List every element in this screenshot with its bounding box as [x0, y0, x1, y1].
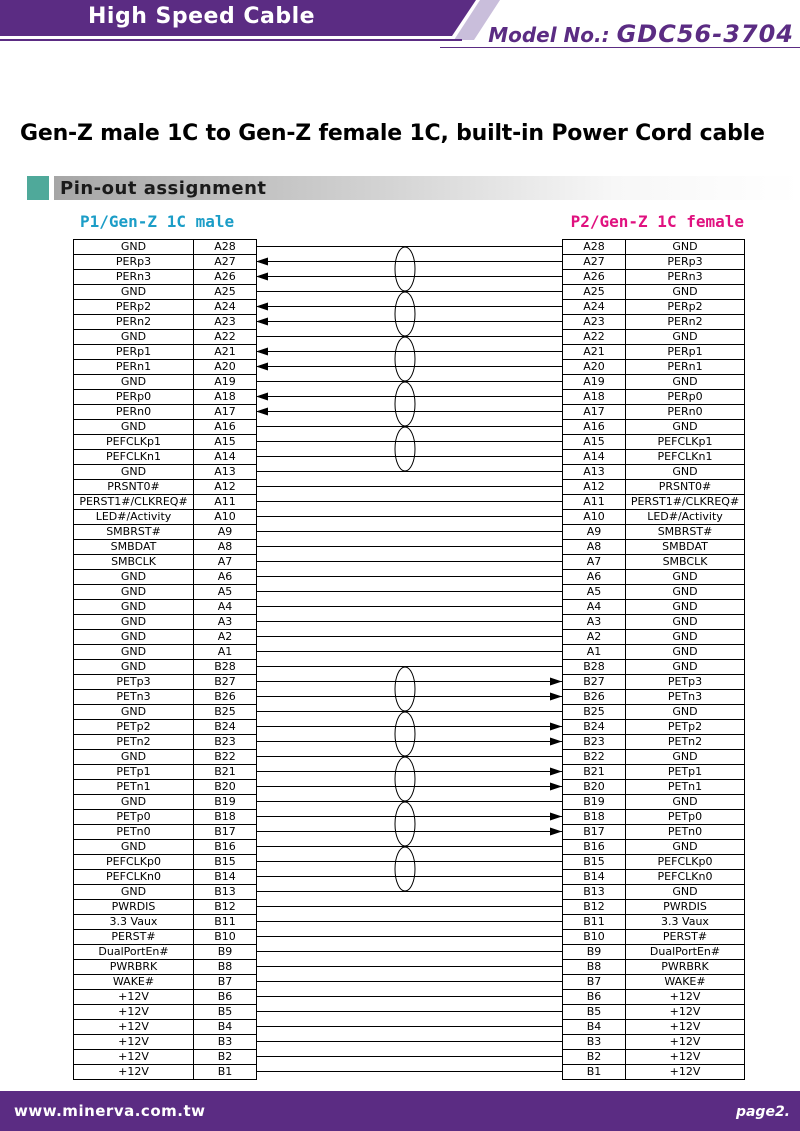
p1-signal-cell: PWRDIS [74, 900, 194, 915]
twisted-pair-marker [395, 337, 415, 381]
p1-pin-cell: A7 [194, 555, 257, 570]
footer-url: www.minerva.com.tw [14, 1102, 206, 1120]
p2-signal-cell: PETp3 [626, 675, 745, 690]
p1-signal-cell: PRSNT0# [74, 480, 194, 495]
p1-signal-cell: PETp1 [74, 765, 194, 780]
p2-pin-cell: A16 [563, 420, 626, 435]
twisted-pair-marker [395, 667, 415, 711]
page-title: Gen-Z male 1C to Gen-Z female 1C, built-in Power Cord cable [20, 121, 765, 146]
p2-signal-cell: GND [626, 660, 745, 675]
p1-pin-cell: B5 [194, 1005, 257, 1020]
p1-signal-cell: +12V [74, 1035, 194, 1050]
p2-pin-cell: A21 [563, 345, 626, 360]
p2-pin-cell: A26 [563, 270, 626, 285]
p1-pin-cell: A6 [194, 570, 257, 585]
p2-signal-cell: PEFCLKn1 [626, 450, 745, 465]
arrow-left-icon [256, 258, 268, 266]
p2-pin-cell: B14 [563, 870, 626, 885]
p1-pin-cell: A24 [194, 300, 257, 315]
p1-signal-cell: PERp3 [74, 255, 194, 270]
p2-pin-cell: B25 [563, 705, 626, 720]
p2-signal-cell: GND [626, 885, 745, 900]
twisted-pair-marker [395, 292, 415, 336]
p1-signal-cell: SMBCLK [74, 555, 194, 570]
arrow-right-icon [550, 693, 562, 701]
p1-pin-cell: B13 [194, 885, 257, 900]
p1-signal-cell: GND [74, 840, 194, 855]
p2-pin-cell: B10 [563, 930, 626, 945]
p1-signal-cell: GND [74, 285, 194, 300]
p2-signal-cell: +12V [626, 1065, 745, 1080]
twisted-pair-marker [395, 712, 415, 756]
p1-pin-cell: A20 [194, 360, 257, 375]
p2-signal-cell: SMBRST# [626, 525, 745, 540]
p1-pin-cell: B14 [194, 870, 257, 885]
p1-pin-cell: B3 [194, 1035, 257, 1050]
p2-pin-cell: A6 [563, 570, 626, 585]
p2-signal-cell: PERp2 [626, 300, 745, 315]
p1-pin-cell: B7 [194, 975, 257, 990]
p1-pin-cell: B1 [194, 1065, 257, 1080]
arrow-right-icon [550, 828, 562, 836]
arrow-left-icon [256, 408, 268, 416]
p2-pin-cell: A5 [563, 585, 626, 600]
arrow-right-icon [550, 768, 562, 776]
p1-signal-cell: PETn3 [74, 690, 194, 705]
p1-signal-cell: PEFCLKn0 [74, 870, 194, 885]
p1-pin-cell: B15 [194, 855, 257, 870]
section-heading: Pin-out assignment [60, 178, 267, 199]
p2-pin-cell: A2 [563, 630, 626, 645]
p2-pin-cell: A8 [563, 540, 626, 555]
p2-signal-cell: +12V [626, 1005, 745, 1020]
p2-signal-cell: +12V [626, 990, 745, 1005]
p1-signal-cell: PERp2 [74, 300, 194, 315]
p2-signal-cell: PERn3 [626, 270, 745, 285]
p1-pin-cell: A2 [194, 630, 257, 645]
p2-pin-cell: B19 [563, 795, 626, 810]
p2-pin-cell: B1 [563, 1065, 626, 1080]
p1-pin-cell: A25 [194, 285, 257, 300]
p2-pin-cell: A28 [563, 240, 626, 255]
p1-pin-cell: B26 [194, 690, 257, 705]
p1-signal-cell: +12V [74, 990, 194, 1005]
p1-signal-cell: PETp3 [74, 675, 194, 690]
p2-signal-cell: PERn0 [626, 405, 745, 420]
p1-signal-cell: LED#/Activity [74, 510, 194, 525]
p1-pin-cell: A19 [194, 375, 257, 390]
model-label: Model No.: [488, 23, 610, 47]
p2-signal-cell: PERp3 [626, 255, 745, 270]
p1-signal-cell: GND [74, 375, 194, 390]
p1-pin-cell: B22 [194, 750, 257, 765]
page-number: page2. [735, 1104, 790, 1120]
p1-signal-cell: PWRBRK [74, 960, 194, 975]
twisted-pair-marker [395, 247, 415, 291]
p1-pin-cell: B24 [194, 720, 257, 735]
p2-signal-cell: DualPortEn# [626, 945, 745, 960]
twisted-pair-marker [395, 847, 415, 891]
p2-signal-cell: GND [626, 630, 745, 645]
p2-pin-cell: A14 [563, 450, 626, 465]
p1-pin-cell: A11 [194, 495, 257, 510]
p1-signal-cell: GND [74, 600, 194, 615]
p2-signal-cell: +12V [626, 1035, 745, 1050]
p1-signal-cell: PERn1 [74, 360, 194, 375]
p2-signal-cell: SMBCLK [626, 555, 745, 570]
p1-signal-cell: DualPortEn# [74, 945, 194, 960]
p2-signal-cell: PRSNT0# [626, 480, 745, 495]
p1-signal-cell: PETn0 [74, 825, 194, 840]
p1-signal-cell: GND [74, 645, 194, 660]
p1-pin-cell: A10 [194, 510, 257, 525]
twisted-pair-marker [395, 427, 415, 471]
p2-signal-cell: +12V [626, 1020, 745, 1035]
p1-pin-cell: A18 [194, 390, 257, 405]
p1-pin-cell: A23 [194, 315, 257, 330]
p2-connector-label: P2/Gen-Z 1C female [570, 212, 744, 231]
p2-signal-cell: PEFCLKn0 [626, 870, 745, 885]
p1-signal-cell: PERn0 [74, 405, 194, 420]
model-number: GDC56-3704 [616, 20, 794, 48]
p2-signal-cell: GND [626, 750, 745, 765]
p2-signal-cell: SMBDAT [626, 540, 745, 555]
header-category: High Speed Cable [88, 4, 316, 29]
p1-pin-cell: A15 [194, 435, 257, 450]
p2-pin-cell: B15 [563, 855, 626, 870]
p2-pin-cell: A9 [563, 525, 626, 540]
p1-pin-cell: B25 [194, 705, 257, 720]
p2-pin-cell: A18 [563, 390, 626, 405]
p2-signal-cell: PEFCLKp0 [626, 855, 745, 870]
p1-pin-cell: A28 [194, 240, 257, 255]
p2-pin-cell: B26 [563, 690, 626, 705]
p2-signal-cell: GND [626, 570, 745, 585]
p2-pin-cell: B16 [563, 840, 626, 855]
p2-signal-cell: GND [626, 285, 745, 300]
p1-pin-cell: B4 [194, 1020, 257, 1035]
p2-signal-cell: GND [626, 705, 745, 720]
arrow-left-icon [256, 348, 268, 356]
p1-pin-cell: B19 [194, 795, 257, 810]
p2-pin-cell: B11 [563, 915, 626, 930]
twisted-pair-marker [395, 382, 415, 426]
p1-signal-cell: 3.3 Vaux [74, 915, 194, 930]
p2-signal-cell: GND [626, 420, 745, 435]
p2-signal-cell: GND [626, 375, 745, 390]
p2-pin-cell: B18 [563, 810, 626, 825]
p1-pin-cell: B6 [194, 990, 257, 1005]
p1-pin-cell: B18 [194, 810, 257, 825]
p1-pin-cell: A1 [194, 645, 257, 660]
p2-pin-cell: A19 [563, 375, 626, 390]
p2-pin-cell: B2 [563, 1050, 626, 1065]
p2-signal-cell: PEFCLKp1 [626, 435, 745, 450]
p1-signal-cell: GND [74, 420, 194, 435]
p1-pin-cell: A12 [194, 480, 257, 495]
p2-pin-cell: A4 [563, 600, 626, 615]
p1-signal-cell: GND [74, 330, 194, 345]
twisted-pair-marker [395, 802, 415, 846]
p2-signal-cell: PETp1 [626, 765, 745, 780]
p2-pin-cell: A3 [563, 615, 626, 630]
p2-pin-cell: A1 [563, 645, 626, 660]
p1-signal-cell: GND [74, 660, 194, 675]
p1-pin-cell: B21 [194, 765, 257, 780]
p1-signal-cell: GND [74, 750, 194, 765]
p1-signal-cell: PETp0 [74, 810, 194, 825]
p2-signal-cell: PERST1#/CLKREQ# [626, 495, 745, 510]
p1-pin-cell: B23 [194, 735, 257, 750]
p1-signal-cell: PERn3 [74, 270, 194, 285]
p2-pin-cell: A27 [563, 255, 626, 270]
p2-pin-cell: B9 [563, 945, 626, 960]
p1-pin-cell: A13 [194, 465, 257, 480]
p2-pin-cell: B23 [563, 735, 626, 750]
p1-signal-cell: PERST# [74, 930, 194, 945]
p2-signal-cell: 3.3 Vaux [626, 915, 745, 930]
p2-pin-cell: B7 [563, 975, 626, 990]
p1-signal-cell: PEFCLKp0 [74, 855, 194, 870]
p2-signal-cell: PETn1 [626, 780, 745, 795]
p1-signal-cell: PEFCLKn1 [74, 450, 194, 465]
p1-pin-cell: B10 [194, 930, 257, 945]
p2-pin-cell: A13 [563, 465, 626, 480]
p2-signal-cell: PERST# [626, 930, 745, 945]
p1-signal-cell: PEFCLKp1 [74, 435, 194, 450]
p2-pin-cell: A25 [563, 285, 626, 300]
p1-signal-cell: PETn1 [74, 780, 194, 795]
p2-signal-cell: +12V [626, 1050, 745, 1065]
p1-signal-cell: GND [74, 615, 194, 630]
p1-signal-cell: PERp1 [74, 345, 194, 360]
p2-signal-cell: LED#/Activity [626, 510, 745, 525]
p2-signal-cell: PETp2 [626, 720, 745, 735]
p1-pin-cell: A26 [194, 270, 257, 285]
p2-signal-cell: PWRBRK [626, 960, 745, 975]
p2-pin-cell: B24 [563, 720, 626, 735]
p2-pin-cell: B27 [563, 675, 626, 690]
p1-pin-cell: A14 [194, 450, 257, 465]
p1-signal-cell: GND [74, 465, 194, 480]
p1-pin-cell: A22 [194, 330, 257, 345]
twisted-pair-marker [395, 757, 415, 801]
p1-pin-cell: B28 [194, 660, 257, 675]
p2-pin-cell: A17 [563, 405, 626, 420]
p1-signal-cell: +12V [74, 1020, 194, 1035]
p1-signal-cell: GND [74, 240, 194, 255]
p1-pin-cell: B2 [194, 1050, 257, 1065]
p2-signal-cell: PERn1 [626, 360, 745, 375]
p1-pin-cell: B27 [194, 675, 257, 690]
p2-signal-cell: GND [626, 585, 745, 600]
p1-pin-cell: A3 [194, 615, 257, 630]
p1-signal-cell: GND [74, 885, 194, 900]
p2-signal-cell: GND [626, 330, 745, 345]
p2-signal-cell: GND [626, 840, 745, 855]
p2-signal-cell: GND [626, 615, 745, 630]
p2-pin-cell: B22 [563, 750, 626, 765]
arrow-right-icon [550, 678, 562, 686]
p1-pin-cell: A5 [194, 585, 257, 600]
p1-signal-cell: GND [74, 705, 194, 720]
p2-signal-cell: PETp0 [626, 810, 745, 825]
p1-pin-cell: B11 [194, 915, 257, 930]
arrow-left-icon [256, 393, 268, 401]
p2-pin-cell: A12 [563, 480, 626, 495]
p2-signal-cell: PERp0 [626, 390, 745, 405]
arrow-right-icon [550, 813, 562, 821]
p1-signal-cell: PETp2 [74, 720, 194, 735]
p2-signal-cell: GND [626, 795, 745, 810]
p1-signal-cell: WAKE# [74, 975, 194, 990]
arrow-right-icon [550, 723, 562, 731]
arrow-right-icon [550, 738, 562, 746]
p1-pin-cell: A8 [194, 540, 257, 555]
arrow-left-icon [256, 303, 268, 311]
p2-pin-cell: A15 [563, 435, 626, 450]
p2-pin-cell: A10 [563, 510, 626, 525]
arrow-left-icon [256, 363, 268, 371]
p2-pin-cell: A20 [563, 360, 626, 375]
p2-signal-cell: PWRDIS [626, 900, 745, 915]
p1-signal-cell: SMBRST# [74, 525, 194, 540]
p2-signal-cell: GND [626, 240, 745, 255]
p2-pin-cell: B8 [563, 960, 626, 975]
p2-signal-cell: WAKE# [626, 975, 745, 990]
p1-pin-cell: B8 [194, 960, 257, 975]
p2-pin-cell: A11 [563, 495, 626, 510]
p2-signal-cell: PETn2 [626, 735, 745, 750]
arrow-left-icon [256, 318, 268, 326]
p2-pin-cell: B4 [563, 1020, 626, 1035]
p1-pin-cell: A9 [194, 525, 257, 540]
p2-pin-cell: B12 [563, 900, 626, 915]
p2-signal-cell: PERp1 [626, 345, 745, 360]
p2-pin-cell: B6 [563, 990, 626, 1005]
p1-pin-cell: A27 [194, 255, 257, 270]
p1-signal-cell: PERp0 [74, 390, 194, 405]
arrow-right-icon [550, 783, 562, 791]
p1-signal-cell: +12V [74, 1065, 194, 1080]
p1-pin-cell: A17 [194, 405, 257, 420]
p1-pin-cell: B17 [194, 825, 257, 840]
p2-pin-cell: B21 [563, 765, 626, 780]
p2-pin-cell: A24 [563, 300, 626, 315]
p2-pin-cell: B17 [563, 825, 626, 840]
p1-signal-cell: GND [74, 795, 194, 810]
p2-signal-cell: PETn3 [626, 690, 745, 705]
p2-pin-cell: B13 [563, 885, 626, 900]
p2-pin-cell: A23 [563, 315, 626, 330]
p1-pin-cell: B9 [194, 945, 257, 960]
p1-pin-cell: B12 [194, 900, 257, 915]
p1-pin-cell: A21 [194, 345, 257, 360]
p1-signal-cell: GND [74, 630, 194, 645]
p1-pin-cell: B16 [194, 840, 257, 855]
p2-signal-cell: GND [626, 465, 745, 480]
p1-pin-cell: A4 [194, 600, 257, 615]
p1-signal-cell: PETn2 [74, 735, 194, 750]
p2-pin-cell: A22 [563, 330, 626, 345]
p1-signal-cell: +12V [74, 1050, 194, 1065]
p2-pin-cell: A7 [563, 555, 626, 570]
p1-signal-cell: SMBDAT [74, 540, 194, 555]
p1-signal-cell: PERn2 [74, 315, 194, 330]
p1-signal-cell: GND [74, 570, 194, 585]
p2-pin-cell: B3 [563, 1035, 626, 1050]
p1-signal-cell: GND [74, 585, 194, 600]
footer-bar [0, 1091, 800, 1131]
p2-signal-cell: GND [626, 600, 745, 615]
p1-pin-cell: A16 [194, 420, 257, 435]
p2-signal-cell: PETn0 [626, 825, 745, 840]
p2-signal-cell: GND [626, 645, 745, 660]
p2-pin-cell: B5 [563, 1005, 626, 1020]
p1-pin-cell: B20 [194, 780, 257, 795]
arrow-left-icon [256, 273, 268, 281]
p1-signal-cell: PERST1#/CLKREQ# [74, 495, 194, 510]
p1-connector-label: P1/Gen-Z 1C male [80, 212, 235, 231]
p2-pin-cell: B20 [563, 780, 626, 795]
p2-pin-cell: B28 [563, 660, 626, 675]
p2-signal-cell: PERn2 [626, 315, 745, 330]
p1-signal-cell: +12V [74, 1005, 194, 1020]
